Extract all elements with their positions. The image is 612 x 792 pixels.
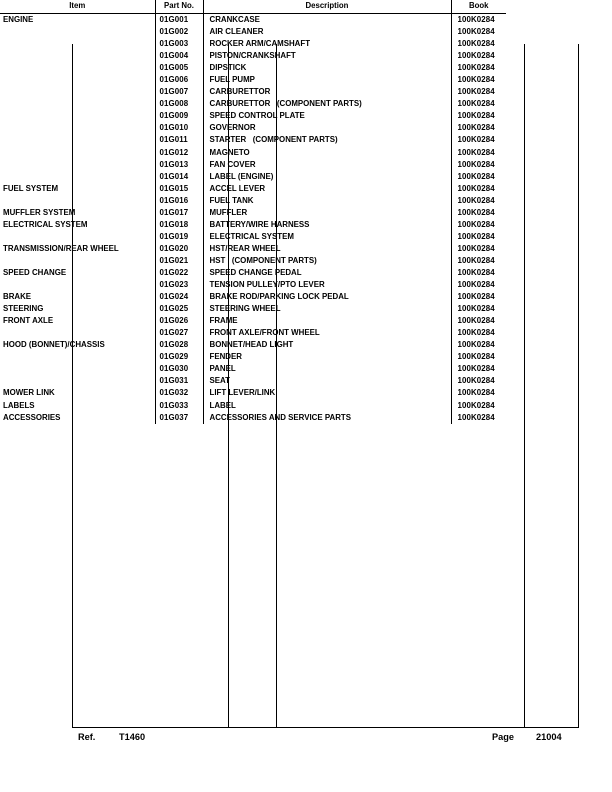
row-part-no: 01G025 — [155, 303, 203, 315]
row-item: BRAKE — [3, 292, 32, 302]
table-row — [0, 291, 506, 303]
row-description: PISTON/CRANKSHAFT — [203, 50, 451, 62]
row-part-no: 01G017 — [155, 207, 203, 219]
row-book: 100K0284 — [451, 159, 506, 171]
table-row — [0, 110, 506, 122]
row-part-no: 01G031 — [155, 375, 203, 387]
table-row — [0, 50, 506, 62]
row-description: ELECTRICAL SYSTEM — [203, 231, 451, 243]
row-description: AIR CLEANER — [203, 26, 451, 38]
row-book: 100K0284 — [451, 351, 506, 363]
table-row — [0, 387, 506, 399]
row-item: FRONT AXLE — [3, 316, 54, 326]
row-description: BRAKE ROD/PARKING LOCK PEDAL — [203, 291, 451, 303]
table-row — [0, 255, 506, 267]
row-description: SEAT — [203, 375, 451, 387]
column-header-description: Description — [203, 0, 451, 14]
row-part-no: 01G001 — [155, 14, 203, 27]
row-book: 100K0284 — [451, 400, 506, 412]
column-header-part-no: Part No. — [155, 0, 203, 14]
row-part-no: 01G020 — [155, 243, 203, 255]
row-item — [0, 351, 155, 363]
row-description: LABEL — [203, 400, 451, 412]
row-book: 100K0284 — [451, 183, 506, 195]
row-book: 100K0284 — [451, 207, 506, 219]
row-book: 100K0284 — [451, 291, 506, 303]
row-item: ELECTRICAL SYSTEM — [3, 219, 88, 229]
table-row — [0, 231, 506, 243]
row-item — [0, 159, 155, 171]
row-item: SPEED CHANGE — [3, 267, 67, 277]
footer-ref-value: T1460 — [119, 732, 146, 742]
row-description: FENDER — [203, 351, 451, 363]
footer-page-value: 21004 — [536, 732, 562, 742]
row-book: 100K0284 — [451, 255, 506, 267]
row-part-no: 01G011 — [155, 134, 203, 146]
table-row — [0, 351, 506, 363]
row-description: LABEL (ENGINE) — [203, 171, 451, 183]
row-description: FRAME — [203, 315, 451, 327]
table-row — [0, 98, 506, 110]
row-part-no: 01G016 — [155, 195, 203, 207]
row-item — [0, 255, 155, 267]
row-description: FRONT AXLE/FRONT WHEEL — [203, 327, 451, 339]
row-description: MUFFLER — [203, 207, 451, 219]
row-book: 100K0284 — [451, 375, 506, 387]
row-part-no: 01G014 — [155, 171, 203, 183]
row-book: 100K0284 — [451, 171, 506, 183]
row-item — [0, 50, 155, 62]
table-row — [0, 74, 506, 86]
footer-page-label: Page — [492, 732, 514, 742]
table-row — [0, 86, 506, 98]
row-part-no: 01G023 — [155, 279, 203, 291]
row-item — [0, 62, 155, 74]
table-row — [0, 327, 506, 339]
row-description: HST (COMPONENT PARTS) — [203, 255, 451, 267]
row-item — [0, 147, 155, 159]
row-part-no: 01G012 — [155, 147, 203, 159]
row-description: CARBURETTOR (COMPONENT PARTS) — [203, 98, 451, 110]
row-item: FUEL SYSTEM — [3, 183, 59, 193]
row-item: ENGINE — [3, 15, 34, 24]
row-description: DIPSTICK — [203, 62, 451, 74]
table-row — [0, 183, 506, 195]
row-item — [0, 122, 155, 134]
table-row — [0, 147, 506, 159]
row-description: FAN COVER — [203, 159, 451, 171]
row-description: CRANKCASE — [203, 14, 451, 27]
row-book: 100K0284 — [451, 98, 506, 110]
row-part-no: 01G015 — [155, 183, 203, 195]
row-item — [0, 195, 155, 207]
table-row — [0, 171, 506, 183]
table-row — [0, 279, 506, 291]
table-row — [0, 219, 506, 231]
row-description: FUEL TANK — [203, 195, 451, 207]
row-item — [0, 231, 155, 243]
page-footer — [72, 732, 578, 748]
row-part-no: 01G027 — [155, 327, 203, 339]
row-part-no: 01G030 — [155, 363, 203, 375]
row-book: 100K0284 — [451, 134, 506, 146]
row-item — [0, 279, 155, 291]
row-book: 100K0284 — [451, 122, 506, 134]
row-part-no: 01G008 — [155, 98, 203, 110]
table-row — [0, 207, 506, 219]
table-row — [0, 14, 506, 27]
table-header-row — [0, 0, 506, 14]
row-item — [0, 74, 155, 86]
row-book: 100K0284 — [451, 279, 506, 291]
row-book: 100K0284 — [451, 14, 506, 27]
row-item: TRANSMISSION/REAR WHEEL — [3, 243, 119, 253]
table-row — [0, 315, 506, 327]
row-description: PANEL — [203, 363, 451, 375]
table-row — [0, 159, 506, 171]
row-part-no: 01G026 — [155, 315, 203, 327]
row-book: 100K0284 — [451, 412, 506, 424]
table-row — [0, 62, 506, 74]
row-item: MUFFLER SYSTEM — [3, 207, 76, 217]
table-row — [0, 38, 506, 50]
row-part-no: 01G019 — [155, 231, 203, 243]
row-description: BONNET/HEAD LIGHT — [203, 339, 451, 351]
row-item: HOOD (BONNET)/CHASSIS — [3, 340, 105, 350]
row-book: 100K0284 — [451, 363, 506, 375]
row-book: 100K0284 — [451, 243, 506, 255]
footer-ref-label: Ref. — [78, 732, 96, 742]
row-item — [0, 26, 155, 38]
row-book: 100K0284 — [451, 387, 506, 399]
row-description: TENSION PULLEY/PTO LEVER — [203, 279, 451, 291]
row-item — [0, 363, 155, 375]
row-part-no: 01G002 — [155, 26, 203, 38]
row-item — [0, 134, 155, 146]
row-description: GOVERNOR — [203, 122, 451, 134]
table-row — [0, 339, 506, 351]
row-part-no: 01G022 — [155, 267, 203, 279]
row-book: 100K0284 — [451, 315, 506, 327]
row-book: 100K0284 — [451, 195, 506, 207]
row-description: HST/REAR WHEEL — [203, 243, 451, 255]
row-description: BATTERY/WIRE HARNESS — [203, 219, 451, 231]
row-part-no: 01G028 — [155, 339, 203, 351]
row-part-no: 01G005 — [155, 62, 203, 74]
row-item — [0, 110, 155, 122]
row-part-no: 01G033 — [155, 400, 203, 412]
row-book: 100K0284 — [451, 267, 506, 279]
table-row — [0, 303, 506, 315]
row-item — [0, 171, 155, 183]
row-item — [0, 86, 155, 98]
table-row — [0, 134, 506, 146]
table-row — [0, 195, 506, 207]
row-book: 100K0284 — [451, 327, 506, 339]
row-description: LIFT LEVER/LINK — [203, 387, 451, 399]
row-book: 100K0284 — [451, 86, 506, 98]
row-description: STARTER (COMPONENT PARTS) — [203, 134, 451, 146]
row-book: 100K0284 — [451, 26, 506, 38]
row-description: SPEED CHANGE PEDAL — [203, 267, 451, 279]
row-part-no: 01G010 — [155, 122, 203, 134]
row-part-no: 01G037 — [155, 412, 203, 424]
row-book: 100K0284 — [451, 74, 506, 86]
table-body — [0, 14, 506, 424]
row-part-no: 01G032 — [155, 387, 203, 399]
row-item: LABELS — [3, 400, 35, 410]
row-book: 100K0284 — [451, 62, 506, 74]
parts-index-table — [0, 0, 506, 424]
row-part-no: 01G009 — [155, 110, 203, 122]
row-description: CARBURETTOR — [203, 86, 451, 98]
row-description: MAGNETO — [203, 147, 451, 159]
row-item: MOWER LINK — [3, 388, 55, 398]
row-description: ROCKER ARM/CAMSHAFT — [203, 38, 451, 50]
table-row — [0, 122, 506, 134]
table-row — [0, 412, 506, 424]
row-description: ACCEL LEVER — [203, 183, 451, 195]
column-header-item: Item — [0, 0, 155, 14]
row-item — [0, 375, 155, 387]
column-header-book: Book — [451, 0, 506, 14]
row-book: 100K0284 — [451, 147, 506, 159]
row-item: ACCESSORIES — [3, 412, 61, 422]
row-book: 100K0284 — [451, 339, 506, 351]
row-part-no: 01G004 — [155, 50, 203, 62]
row-book: 100K0284 — [451, 231, 506, 243]
table-row — [0, 267, 506, 279]
row-part-no: 01G006 — [155, 74, 203, 86]
row-description: STEERING WHEEL — [203, 303, 451, 315]
table-row — [0, 400, 506, 412]
row-description: SPEED CONTROL PLATE — [203, 110, 451, 122]
row-part-no: 01G013 — [155, 159, 203, 171]
row-part-no: 01G007 — [155, 86, 203, 98]
row-book: 100K0284 — [451, 50, 506, 62]
row-part-no: 01G024 — [155, 291, 203, 303]
row-part-no: 01G021 — [155, 255, 203, 267]
table-row — [0, 363, 506, 375]
row-description: FUEL PUMP — [203, 74, 451, 86]
table-row — [0, 26, 506, 38]
table-header — [0, 0, 506, 14]
table-row — [0, 243, 506, 255]
row-item — [0, 98, 155, 110]
row-part-no: 01G003 — [155, 38, 203, 50]
row-book: 100K0284 — [451, 38, 506, 50]
row-part-no: 01G018 — [155, 219, 203, 231]
column-rule-description-book — [524, 44, 525, 727]
row-item: STEERING — [3, 304, 44, 314]
row-book: 100K0284 — [451, 110, 506, 122]
row-description: ACCESSORIES AND SERVICE PARTS — [203, 412, 451, 424]
row-book: 100K0284 — [451, 219, 506, 231]
row-book: 100K0284 — [451, 303, 506, 315]
row-item — [0, 38, 155, 50]
table-row — [0, 375, 506, 387]
row-part-no: 01G029 — [155, 351, 203, 363]
row-item — [0, 327, 155, 339]
